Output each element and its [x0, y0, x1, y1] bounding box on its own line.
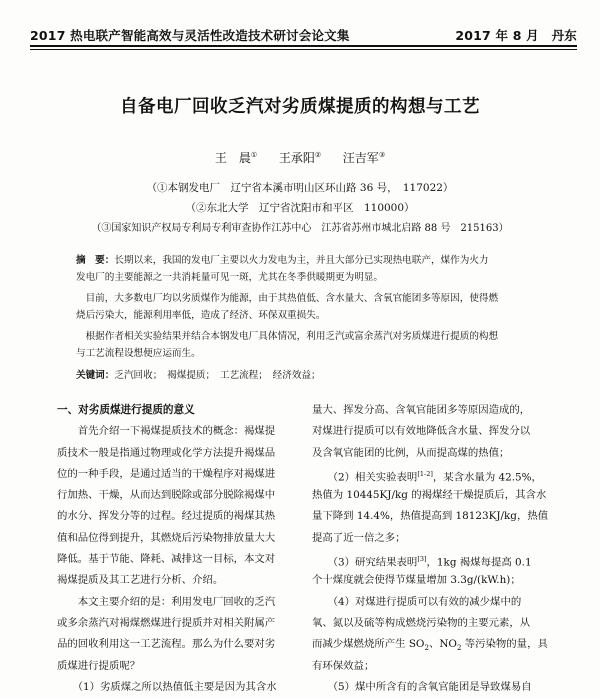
body-line: （4）对煤进行提质可以有效的减少煤中的 [312, 595, 522, 608]
conference-title: 2017 热电联产智能高效与灵活性改造技术研讨会论文集 [30, 28, 350, 43]
affiliation-3: （③国家知识产权局专利局专利审查协作江苏中心 江苏省苏州市城北启路 88 号 215163） [91, 223, 509, 234]
body-line: 氧、氮以及硫等构成燃烧污染物的主要元素，从 [312, 616, 531, 629]
author-2-mark: ② [314, 151, 322, 159]
citation: [3] [417, 555, 427, 564]
body-line: 行加热、干燥，从而达到脱除或部分脱除褐煤中 [57, 489, 276, 502]
affiliation-1: （①本钢发电厂 辽宁省本溪市明山区环山路 36 号， 117022） [146, 182, 454, 194]
citation: [1-2] [417, 469, 433, 478]
header-rule-thick [30, 45, 577, 47]
body-line: （3）研究结果表明[3]，1kg 褐煤每提高 0.1 [312, 555, 532, 569]
right-column [312, 400, 558, 698]
abstract-line: 摘 要：长期以来，我国的发电厂主要以火力发电为主，并且大部分已实现热电联产，煤作为火力 [76, 255, 489, 266]
body-line: 而减少煤燃烧所产生 $SO_2$、$NO_2$ 等污染物的量，具 [312, 638, 548, 653]
keywords: 乏汽回收； 褐煤提质； 工艺流程； 经济效益； [114, 370, 321, 381]
body-line: 个十煤度就会使得节煤量增加 3.3g/(kW.h)； [312, 574, 521, 587]
body-line: 热值为 10445KJ/kg 的褐煤经干燥提质后，其含水 [312, 489, 547, 502]
abstract-line: 烧后污染大，能源利用率低，造成了经济、环保双重损失。 [76, 310, 326, 321]
body-line: 有环保效益； [312, 659, 375, 672]
body-line: （1）劣质煤之所以热值低主要是因为其含水 [57, 680, 277, 693]
running-header [30, 26, 577, 44]
body-line: 量大、挥发分高、含氧官能团多等原因造成的， [312, 404, 531, 416]
keywords-label: 关键词： [76, 370, 115, 381]
section-heading: 一、对劣质煤进行提质的意义 [57, 404, 195, 416]
author-3: 汪吉军 [342, 151, 379, 165]
body-line: 或多余蒸汽对褐煤燃煤进行提质并对相关附属产 [57, 616, 276, 629]
body-line: 质煤进行提质呢？ [57, 659, 141, 672]
body-line: 值和品位得到提升，其燃烧后污染物排放量大大 [57, 531, 276, 544]
abstract-line: 发电厂的主要能源之一共消耗量可见一斑，尤其在冬季供暖期更为明显。 [76, 272, 383, 283]
keywords-line [76, 367, 536, 384]
abstract-line: 根据作者相关实验结果并结合本钢发电厂具体情况，利用乏汽或富余蒸汽对劣质煤进行提质的构想 [76, 331, 499, 342]
abstract-line: 目前，大多数电厂均以劣质煤作为能源，由于其热值低、含水量大、含氧官能团多等原因，使得燃 [76, 293, 499, 304]
body-line: 及含氧官能团的比例，从而提高煤的热值； [312, 446, 510, 459]
body-line: 质技术一般是指通过物理或化学方法提升褐煤品 [57, 446, 276, 459]
abstract-line: 与工艺流程设想便应运而生。 [76, 348, 201, 359]
body-line: （2）相关实验表明[1-2]，某含水量为 42.5%， [312, 469, 542, 484]
author-line [0, 149, 600, 166]
paper-title: 自备电厂回收乏汽对劣质煤提质的构想与工艺 [120, 97, 480, 117]
body-line: 品的回收利用这一工艺流程。那么为什么要对劣 [57, 638, 276, 651]
abstract-label: 摘 要： [76, 255, 115, 266]
body-line: 降低。基于节能、降耗、减排这一目标，本文对 [57, 553, 276, 566]
header-rule-thin [30, 49, 577, 50]
body-line: 本文主要介绍的是：利用发电厂回收的乏汽 [57, 595, 276, 608]
body-line: 位的一种手段，是通过适当的干燥程序对褐煤进 [57, 467, 276, 480]
body-line: 提高了近一倍之多； [312, 531, 406, 544]
issue-date-location: 2017 年 8 月 丹东 [455, 28, 577, 43]
author-2: 王承阳 [278, 151, 315, 165]
author-1: 王 晨 [214, 151, 251, 165]
affiliation-2: （②东北大学 辽宁省沈阳市和平区 110000） [185, 202, 415, 214]
body-line: 首先介绍一下褐煤提质技术的概念：褐煤提 [57, 425, 276, 438]
body-line: 褐煤提质及其工艺进行分析、介绍。 [57, 574, 224, 587]
body-line: 的水分、挥发分等的过程。经过提质的褐煤其热 [57, 510, 276, 523]
author-1-mark: ① [250, 151, 258, 159]
body-line: 对煤进行提质可以有效地降低含水量、挥发分以 [312, 425, 531, 438]
body-line: （5）煤中所含有的含氧官能团是导致煤易自 [312, 680, 532, 693]
author-3-mark: ③ [378, 151, 386, 159]
body-line: 量下降到 14.4%，热值提高到 18123KJ/kg，热值 [312, 510, 549, 523]
left-column [57, 400, 303, 698]
